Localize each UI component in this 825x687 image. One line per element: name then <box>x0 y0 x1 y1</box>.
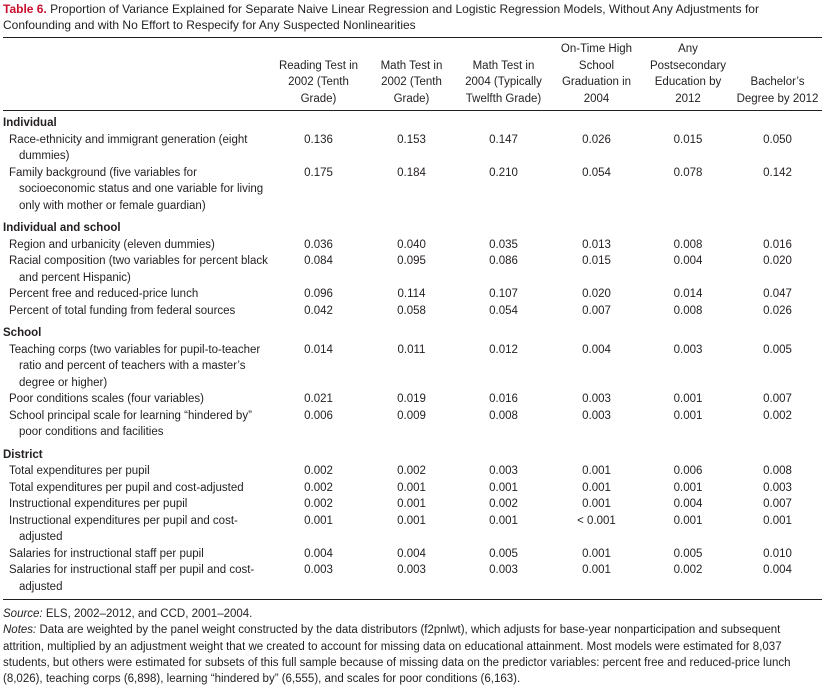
value-cell: 0.005 <box>673 547 703 560</box>
table-row <box>3 496 822 513</box>
row-label: Salaries for instructional staff per pupil and cost-adjusted <box>9 564 255 593</box>
value-cell: 0.003 <box>582 409 611 422</box>
row-label-cell <box>3 253 271 286</box>
row-label-cell <box>3 546 271 563</box>
value-cell: 0.136 <box>304 133 333 146</box>
table-row <box>3 391 822 408</box>
value-cell: 0.040 <box>397 238 426 251</box>
row-label: Race-ethnicity and immigrant generation (eight dummies) <box>9 133 248 162</box>
row-label-cell <box>3 237 271 254</box>
value-cell: 0.058 <box>397 304 426 317</box>
source-note <box>3 606 822 622</box>
table-row <box>3 342 822 392</box>
value-cell: 0.050 <box>763 133 792 146</box>
value-cell: 0.004 <box>673 255 703 267</box>
row-label: Racial composition (two variables for percent black and percent Hispanic) <box>9 255 268 284</box>
value-cell: 0.002 <box>397 465 426 477</box>
row-label: Family background (five variables for socioeconomic status and one variable for living only with mother or female guardian) <box>9 166 264 212</box>
value-cell: 0.042 <box>304 304 333 317</box>
row-label-cell <box>3 303 271 320</box>
value-cell: 0.004 <box>304 547 333 560</box>
value-cell: 0.001 <box>673 481 703 494</box>
table-row <box>3 303 822 320</box>
value-cell: 0.002 <box>489 498 518 510</box>
source-label: Source: <box>3 608 43 620</box>
value-cell: 0.210 <box>489 166 518 179</box>
row-label: Total expenditures per pupil <box>9 465 150 477</box>
value-cell: 0.003 <box>457 562 550 600</box>
value-cell: 0.015 <box>673 133 703 146</box>
value-cell: 0.003 <box>673 343 703 356</box>
value-cell: 0.184 <box>397 166 426 179</box>
value-cell: 0.001 <box>489 481 518 494</box>
value-cell: 0.001 <box>673 514 703 527</box>
variance-table <box>3 37 822 600</box>
value-cell: 0.001 <box>582 498 611 510</box>
value-cell: 0.107 <box>489 288 518 300</box>
group-header-row <box>3 111 822 132</box>
table-row <box>3 562 822 600</box>
row-label: Poor conditions scales (four variables) <box>9 393 204 405</box>
column-header: Math Test in 2002 (Tenth Grade) <box>366 38 457 111</box>
value-cell: 0.026 <box>763 304 792 317</box>
value-cell: 0.006 <box>673 465 703 477</box>
value-cell: 0.007 <box>763 498 792 510</box>
notes-text: Data are weighted by the panel weight constructed by the data distributors (f2pnlwt), which adjusts for base-year nonparticipation and subsequent attrition, multiplied by an adjustment weight that we created to account for missing data on educational attainment. Most models were estimated for 8,037 students, but others were estimated for subsets of this full sample because of missing data on the predictor variables: percent free and reduced-price lunch (8,026), teaching corps (6,898), learning “hindered by” (6,555), and scales for poor conditions (6,163). <box>3 624 791 686</box>
value-cell: 0.010 <box>763 547 792 560</box>
value-cell: 0.147 <box>489 133 518 146</box>
header-row <box>3 38 822 111</box>
value-cell: 0.008 <box>763 465 792 477</box>
group-name: School <box>3 327 42 339</box>
table-row <box>3 546 822 563</box>
value-cell: 0.012 <box>489 343 518 356</box>
column-header: Any Postsecondary Education by 2012 <box>643 38 733 111</box>
row-label: Total expenditures per pupil and cost-adjusted <box>9 481 244 494</box>
table-caption <box>3 0 822 33</box>
table-number: Table 6. <box>3 2 47 16</box>
row-label: School principal scale for learning “hindered by” poor conditions and facilities <box>9 409 252 438</box>
row-label: Percent of total funding from federal sources <box>9 304 236 317</box>
table-row <box>3 513 822 546</box>
value-cell: 0.004 <box>733 562 822 600</box>
value-cell: 0.142 <box>763 166 792 179</box>
value-cell: 0.011 <box>397 343 426 356</box>
value-cell: 0.036 <box>304 238 333 251</box>
row-label: Percent free and reduced-price lunch <box>9 288 199 300</box>
row-label: Instructional expenditures per pupil and cost-adjusted <box>9 514 238 543</box>
row-label: Instructional expenditures per pupil <box>9 498 188 510</box>
value-cell: 0.001 <box>673 409 703 422</box>
group-name: Individual and school <box>3 222 121 234</box>
row-label-cell <box>3 480 271 497</box>
group-name: District <box>3 448 43 461</box>
value-cell: 0.003 <box>763 481 792 494</box>
value-cell: 0.084 <box>304 255 333 267</box>
row-label-cell <box>3 513 271 546</box>
value-cell: 0.020 <box>582 288 611 300</box>
row-label-cell <box>3 286 271 303</box>
value-cell: < 0.001 <box>577 514 616 527</box>
row-label-cell <box>3 391 271 408</box>
value-cell: 0.001 <box>582 465 611 477</box>
row-label: Salaries for instructional staff per pupil <box>9 547 204 560</box>
table-row <box>3 253 822 286</box>
table-row <box>3 132 822 165</box>
column-header: Bachelor’s Degree by 2012 <box>733 38 822 111</box>
value-cell: 0.016 <box>489 393 518 405</box>
value-cell: 0.014 <box>673 288 703 300</box>
column-header: On-Time High School Graduation in 2004 <box>550 38 643 111</box>
value-cell: 0.007 <box>582 304 611 317</box>
table-row <box>3 165 822 215</box>
value-cell: 0.001 <box>397 498 426 510</box>
value-cell: 0.007 <box>763 393 792 405</box>
value-cell: 0.004 <box>397 547 426 560</box>
value-cell: 0.001 <box>550 562 643 600</box>
table-row <box>3 480 822 497</box>
value-cell: 0.153 <box>397 133 426 146</box>
value-cell: 0.005 <box>763 343 792 356</box>
value-cell: 0.008 <box>673 304 703 317</box>
value-cell: 0.003 <box>582 393 611 405</box>
row-label-cell <box>3 132 271 165</box>
value-cell: 0.016 <box>763 238 792 251</box>
column-header: Reading Test in 2002 (Tenth Grade) <box>271 38 366 111</box>
column-header: Math Test in 2004 (Typically Twelfth Grade) <box>457 38 550 111</box>
value-cell: 0.001 <box>763 514 792 527</box>
value-cell: 0.001 <box>582 547 611 560</box>
value-cell: 0.002 <box>763 409 792 422</box>
value-cell: 0.047 <box>763 288 792 300</box>
notes-paragraph <box>3 622 822 687</box>
value-cell: 0.009 <box>397 409 426 422</box>
column-header <box>3 38 271 111</box>
value-cell: 0.001 <box>397 481 426 494</box>
value-cell: 0.114 <box>397 288 426 300</box>
value-cell: 0.020 <box>763 255 792 267</box>
value-cell: 0.054 <box>582 166 611 179</box>
row-label-cell <box>3 408 271 441</box>
value-cell: 0.003 <box>271 562 366 600</box>
value-cell: 0.019 <box>397 393 426 405</box>
value-cell: 0.001 <box>673 393 703 405</box>
value-cell: 0.026 <box>582 133 611 146</box>
row-label: Region and urbanicity (eleven dummies) <box>9 238 215 251</box>
table-row <box>3 286 822 303</box>
group-header-row <box>3 214 822 237</box>
value-cell: 0.013 <box>582 238 611 251</box>
value-cell: 0.008 <box>489 409 518 422</box>
value-cell: 0.095 <box>397 255 426 267</box>
table-notes <box>3 606 822 687</box>
row-label: Teaching corps (two variables for pupil-to-teacher ratio and percent of teachers with a master’s degree or higher) <box>9 343 261 389</box>
source-text: ELS, 2002–2012, and CCD, 2001–2004. <box>45 608 253 620</box>
row-label-cell <box>3 496 271 513</box>
value-cell: 0.005 <box>489 547 518 560</box>
value-cell: 0.002 <box>304 465 333 477</box>
value-cell: 0.001 <box>397 514 426 527</box>
value-cell: 0.014 <box>304 343 333 356</box>
table-title: Proportion of Variance Explained for Separate Naive Linear Regression and Logistic Regression Models, Without Any Adjustments for Confounding and with No Effort to Respecify for Any Suspected Nonlinearities <box>3 2 759 32</box>
table-row <box>3 237 822 254</box>
group-name: Individual <box>3 117 57 129</box>
value-cell: 0.002 <box>304 498 333 510</box>
table-row <box>3 463 822 480</box>
value-cell: 0.001 <box>304 514 333 527</box>
value-cell: 0.004 <box>582 343 611 356</box>
value-cell: 0.002 <box>304 481 333 494</box>
value-cell: 0.096 <box>304 288 333 300</box>
table-row <box>3 408 822 441</box>
row-label-cell <box>3 165 271 215</box>
value-cell: 0.078 <box>673 166 703 179</box>
group-header-row <box>3 319 822 342</box>
table-body <box>3 111 822 600</box>
notes-label: Notes: <box>3 624 37 637</box>
value-cell: 0.021 <box>304 393 333 405</box>
value-cell: 0.004 <box>673 498 703 510</box>
value-cell: 0.086 <box>489 255 518 267</box>
row-label-cell <box>3 562 271 600</box>
value-cell: 0.035 <box>489 238 518 251</box>
value-cell: 0.008 <box>673 238 703 251</box>
value-cell: 0.175 <box>304 166 333 179</box>
value-cell: 0.003 <box>489 465 518 477</box>
value-cell: 0.015 <box>582 255 611 267</box>
row-label-cell <box>3 463 271 480</box>
value-cell: 0.001 <box>489 514 518 527</box>
value-cell: 0.054 <box>489 304 518 317</box>
value-cell: 0.006 <box>304 409 333 422</box>
row-label-cell <box>3 342 271 392</box>
group-header-row <box>3 441 822 464</box>
value-cell: 0.001 <box>582 481 611 494</box>
value-cell: 0.003 <box>366 562 457 600</box>
value-cell: 0.002 <box>643 562 733 600</box>
